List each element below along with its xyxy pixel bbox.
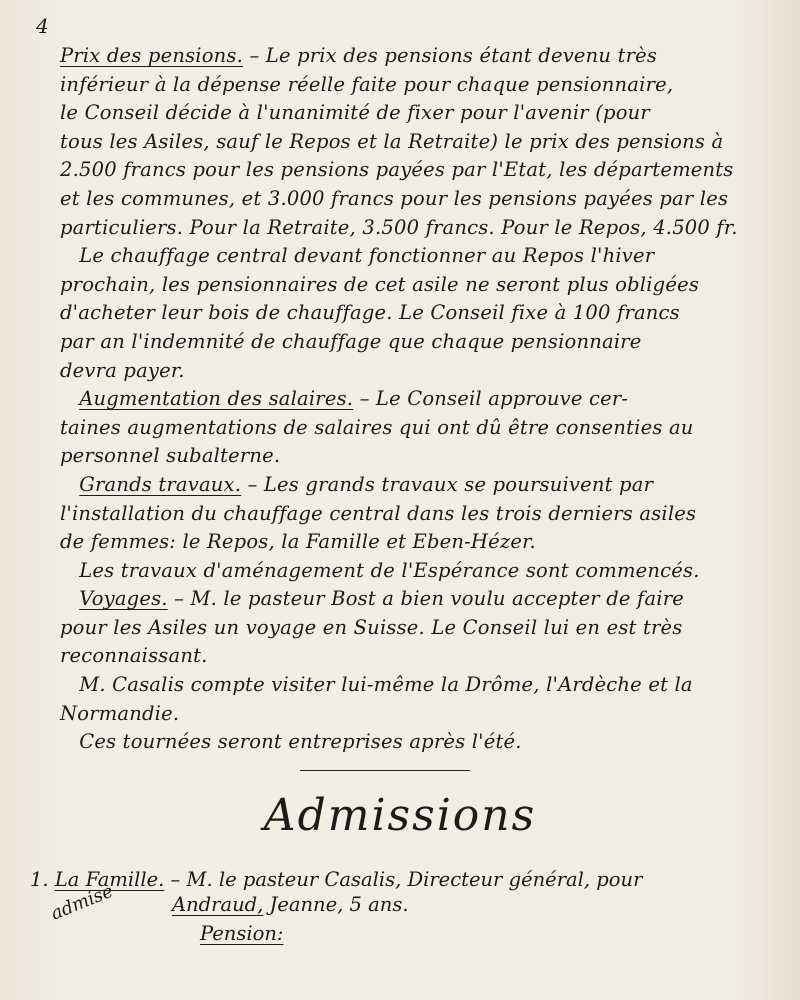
paragraph-heading-rest: – Le Conseil approuve cer- [353,387,629,411]
paragraph-heading: Voyages. [79,587,168,611]
admission-name-rest: Jeanne, 5 ans. [263,893,409,916]
paragraph-heading-rest: – Les grands travaux se poursuivent par [241,472,654,496]
text-line: inférieur à la dépense réelle faite pour chaque pensionnaire, [60,72,674,96]
text-line [60,471,720,500]
text-line [60,385,720,414]
text-line: reconnaissant. [60,644,208,668]
text-line: de femmes: le Repos, la Famille et Eben-Hézer. [60,530,536,554]
text-line: Les travaux d'aménagement de l'Espérance sont commencés. [60,558,700,582]
text-line: devra payer. [60,358,185,382]
admission-name-line [172,893,409,916]
text-line: taines augmentations de salaires qui ont dû être consenties au [60,415,694,439]
body-text [60,42,738,757]
text-line: l'installation du chauffage central dans les trois derniers asiles [60,501,697,525]
admission-name: Andraud, [172,893,264,916]
text-line: par an l'indemnité de chauffage que chaque pensionnaire [60,329,642,353]
text-line: prochain, les pensionnaires de cet asile ne seront plus obligées [60,272,700,296]
page-number: 4 [36,14,49,38]
text-line: personnel subalterne. [60,444,281,468]
paragraph-heading-rest: – M. le pasteur Bost a bien voulu accepter de faire [167,587,684,611]
margin-note: admise [48,880,117,925]
admission-place: La Famille. [54,868,165,891]
divider-rule [300,770,470,771]
text-line: Le chauffage central devant fonctionner au Repos l'hiver [60,244,655,268]
section-title: Admissions [263,790,537,841]
text-line: Normandie. [60,701,180,725]
text-line: pour les Asiles un voyage en Suisse. Le Conseil lui en est très [60,615,683,639]
text-line: particuliers. Pour la Retraite, 3.500 francs. Pour le Repos, 4.500 fr. [60,215,738,239]
admission-line1-rest: – M. le pasteur Casalis, Directeur général, pour [164,868,643,891]
text-line [60,585,720,614]
text-line [60,42,720,71]
admission-number: 1. [30,868,49,891]
text-line: d'acheter leur bois de chauffage. Le Conseil fixe à 100 francs [60,301,680,325]
text-line: et les communes, et 3.000 francs pour les pensions payées par les [60,186,729,210]
text-line: tous les Asiles, sauf le Repos et la Retraite) le prix des pensions à [60,129,724,153]
text-line: le Conseil décide à l'unanimité de fixer pour l'avenir (pour [60,101,650,125]
text-line: Ces tournées seront entreprises après l'été. [60,730,522,754]
paragraph-heading: Prix des pensions. [60,44,244,67]
text-line: M. Casalis compte visiter lui-même la Drôme, l'Ardèche et la [60,673,693,697]
paragraph-heading: Grands travaux. [79,472,242,496]
text-line: 2.500 francs pour les pensions payées par l'Etat, les départements [60,158,734,182]
paragraph-heading-rest: – Le prix des pensions étant devenu très [243,44,658,67]
admission-type: Pension: [200,922,284,945]
paragraph-heading: Augmentation des salaires. [79,387,354,411]
admission-line [30,866,730,893]
